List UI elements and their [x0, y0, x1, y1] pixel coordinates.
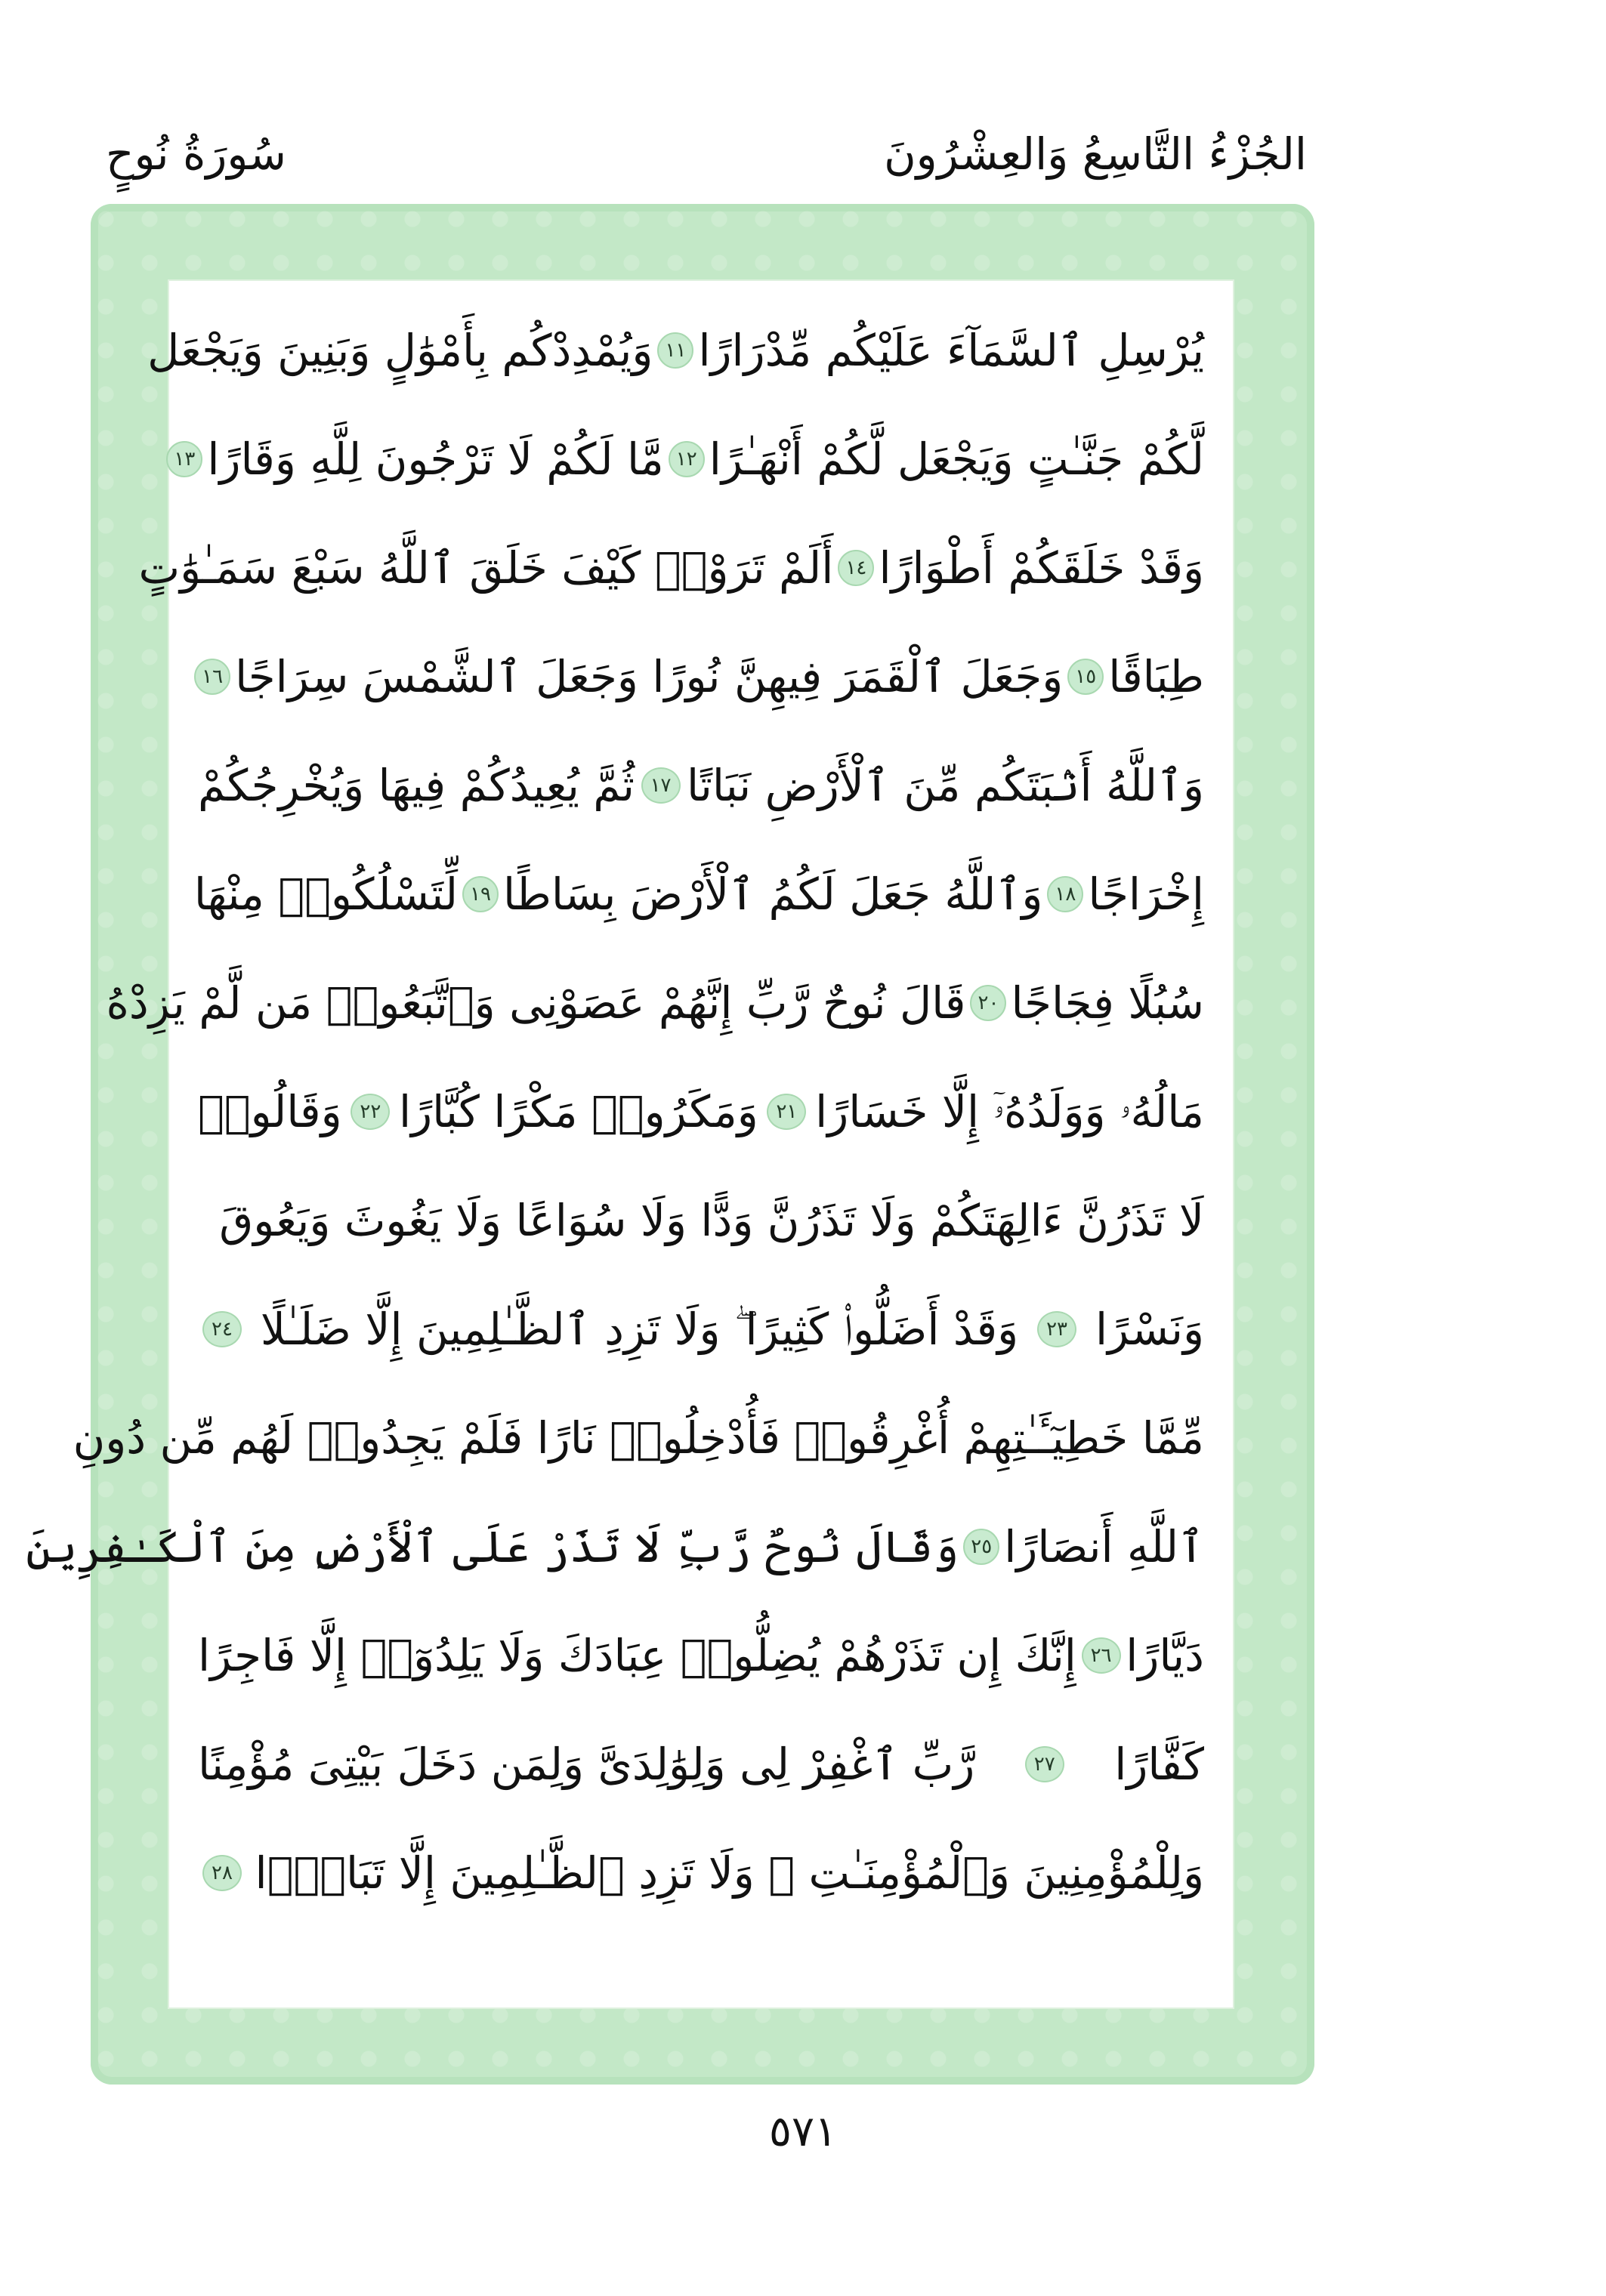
verse-text: مِّمَّا خَطِيٓـَٔـٰتِهِمْ أُغْرِقُوا۟ فَأُدْخِلُوا۟ نَارًا فَلَمْ يَجِدُوا۟ لَهُم مِّن دُونِ	[73, 1412, 1204, 1464]
verse-text: لِّتَسْلُكُوا۟ مِنْهَا	[193, 869, 459, 920]
verse-text: كَفَّارًا	[1114, 1739, 1204, 1790]
verse-text: أَلَمْ تَرَوْا۟ كَيْفَ خَلَقَ ٱللَّهُ سَبْعَ سَمَـٰوَٰتٍ	[138, 542, 834, 594]
ayah-number-badge: ٢٨	[202, 1855, 242, 1891]
verse-text: وَقَالَ نُوحٌ رَّبِّ لَا تَذَرْ عَلَى ٱلْأَرْضِ مِنَ ٱلْكَـٰفِرِينَ	[26, 1521, 959, 1572]
verse-line	[138, 514, 1204, 622]
verse-text: وَلِلْمُؤْمِنِينَ وَٱلْمُؤْمِنَـٰتِ ۖ وَلَا تَزِدِ ٱلظَّـٰلِمِينَ إِلَّا تَبَارًۢا	[255, 1847, 1204, 1899]
verse-text: وَٱللَّهُ جَعَلَ لَكُمُ ٱلْأَرْضَ بِسَاطًا	[503, 869, 1043, 920]
verse-text: دَيَّارًا	[1126, 1630, 1204, 1681]
verse-line	[198, 731, 1204, 840]
decorative-frame	[26, 204, 1314, 2085]
verse-text: قَالَ نُوحٌ رَّبِّ إِنَّهُمْ عَصَوْنِى وَٱتَّبَعُوا۟ مَن لَّمْ يَزِدْهُ	[106, 977, 966, 1029]
verse-line	[198, 622, 1204, 731]
verse-line	[198, 1057, 1204, 1166]
ayah-number-badge: ١٥	[1067, 659, 1104, 695]
verse-line	[73, 1384, 1204, 1492]
page-number: ٥٧١	[768, 2107, 838, 2156]
ayah-number-badge: ١٤	[838, 550, 874, 586]
verse-text: وَجَعَلَ ٱلْقَمَرَ فِيهِنَّ نُورًا وَجَعَلَ ٱلشَّمْسَ سِرَاجًا	[235, 651, 1064, 702]
verse-text: لَّكُمْ جَنَّـٰتٍ وَيَجْعَل لَّكُمْ أَنْهَـٰرًا	[709, 434, 1204, 485]
ayah-number-badge: ١٢	[669, 441, 705, 477]
ayah-number-badge: ٢٧	[1025, 1746, 1064, 1782]
verse-line	[198, 1166, 1204, 1275]
verse-text: طِبَاقًا	[1108, 651, 1204, 702]
verse-line	[198, 1275, 1204, 1384]
ayah-number-badge: ٢٠	[970, 985, 1006, 1021]
verse-text: إِخْرَاجًا	[1088, 869, 1204, 920]
ayah-number-badge: ٢٣	[1037, 1311, 1076, 1347]
page-content	[26, 279, 1234, 2009]
ayah-number-badge: ١٧	[641, 767, 681, 804]
ayah-number-badge: ٢٥	[963, 1529, 999, 1565]
verse-line	[198, 1601, 1204, 1710]
verse-text: إِنَّكَ إِن تَذَرْهُمْ يُضِلُّوا۟ عِبَادَكَ وَلَا يَلِدُوٓا۟ إِلَّا فَاجِرًا	[198, 1630, 1076, 1681]
verse-line	[147, 296, 1204, 405]
page-header	[91, 113, 1307, 189]
verse-text: مَّا لَكُمْ لَا تَرْجُونَ لِلَّهِ وَقَارًا	[207, 434, 664, 485]
verse-text: وَقَالُوا۟	[198, 1086, 342, 1137]
verse-text: وَيُمْدِدْكُم بِأَمْوَٰلٍ وَبَنِينَ وَيَجْعَل	[147, 325, 653, 376]
verse-line	[198, 1710, 1204, 1819]
verse-text: ثُمَّ يُعِيدُكُمْ فِيهَا وَيُخْرِجُكُمْ	[198, 760, 635, 811]
verse-line	[198, 1819, 1204, 1927]
ayah-number-badge: ٢٢	[351, 1094, 390, 1130]
verse-text: لَا تَذَرُنَّ ءَالِهَتَكُمْ وَلَا تَذَرُنَّ وَدًّا وَلَا سُوَاعًا وَلَا يَغُوثَ وَيَعُوقَ	[219, 1195, 1204, 1246]
verse-line	[26, 1492, 1204, 1601]
verse-text: رَّبِّ ٱغْفِرْ لِى وَلِوَٰلِدَىَّ وَلِمَن دَخَلَ بَيْتِىَ مُؤْمِنًا	[198, 1739, 975, 1790]
ayah-number-badge: ١٦	[194, 659, 230, 695]
verse-line	[106, 949, 1204, 1057]
ayah-number-badge: ١٨	[1047, 876, 1083, 912]
verse-line	[174, 405, 1204, 514]
verse-text: ٱللَّهِ أَنصَارًا	[1004, 1521, 1204, 1572]
ayah-number-badge: ١٣	[166, 441, 202, 477]
verse-text: مَالُهُۥ وَوَلَدُهُۥٓ إِلَّا خَسَارًا	[815, 1086, 1204, 1137]
ayah-number-badge: ٢٤	[202, 1311, 242, 1347]
verse-lines	[26, 296, 1204, 2007]
ayah-number-badge: ١٩	[462, 876, 499, 912]
ayah-number-badge: ١١	[657, 332, 693, 369]
ayah-number-badge: ٢٦	[1082, 1637, 1121, 1674]
verse-text: وَقَدْ خَلَقَكُمْ أَطْوَارًا	[879, 542, 1204, 594]
verse-text: يُرْسِلِ ٱلسَّمَآءَ عَلَيْكُم مِّدْرَارًا	[698, 325, 1204, 376]
verse-text: وَٱللَّهُ أَنۢبَتَكُم مِّنَ ٱلْأَرْضِ نَبَاتًا	[687, 760, 1204, 811]
ayah-number-badge: ٢١	[767, 1094, 806, 1130]
verse-line	[193, 840, 1204, 949]
juz-title: الجُزْءُ التَّاسِعُ وَالعِشْرُونَ	[884, 128, 1307, 180]
surah-title: سُورَةُ نُوحٍ	[106, 128, 286, 180]
verse-text: سُبُلًا فِجَاجًا	[1011, 977, 1204, 1029]
verse-text: وَنَسْرًا	[1095, 1304, 1204, 1355]
verse-text: وَمَكَرُوا۟ مَكْرًا كُبَّارًا	[399, 1086, 758, 1137]
verse-text: وَقَدْ أَضَلُّوا۟ كَثِيرًا ۖ وَلَا تَزِدِ ٱلظَّـٰلِمِينَ إِلَّا ضَلَـٰلًا	[260, 1304, 1019, 1355]
